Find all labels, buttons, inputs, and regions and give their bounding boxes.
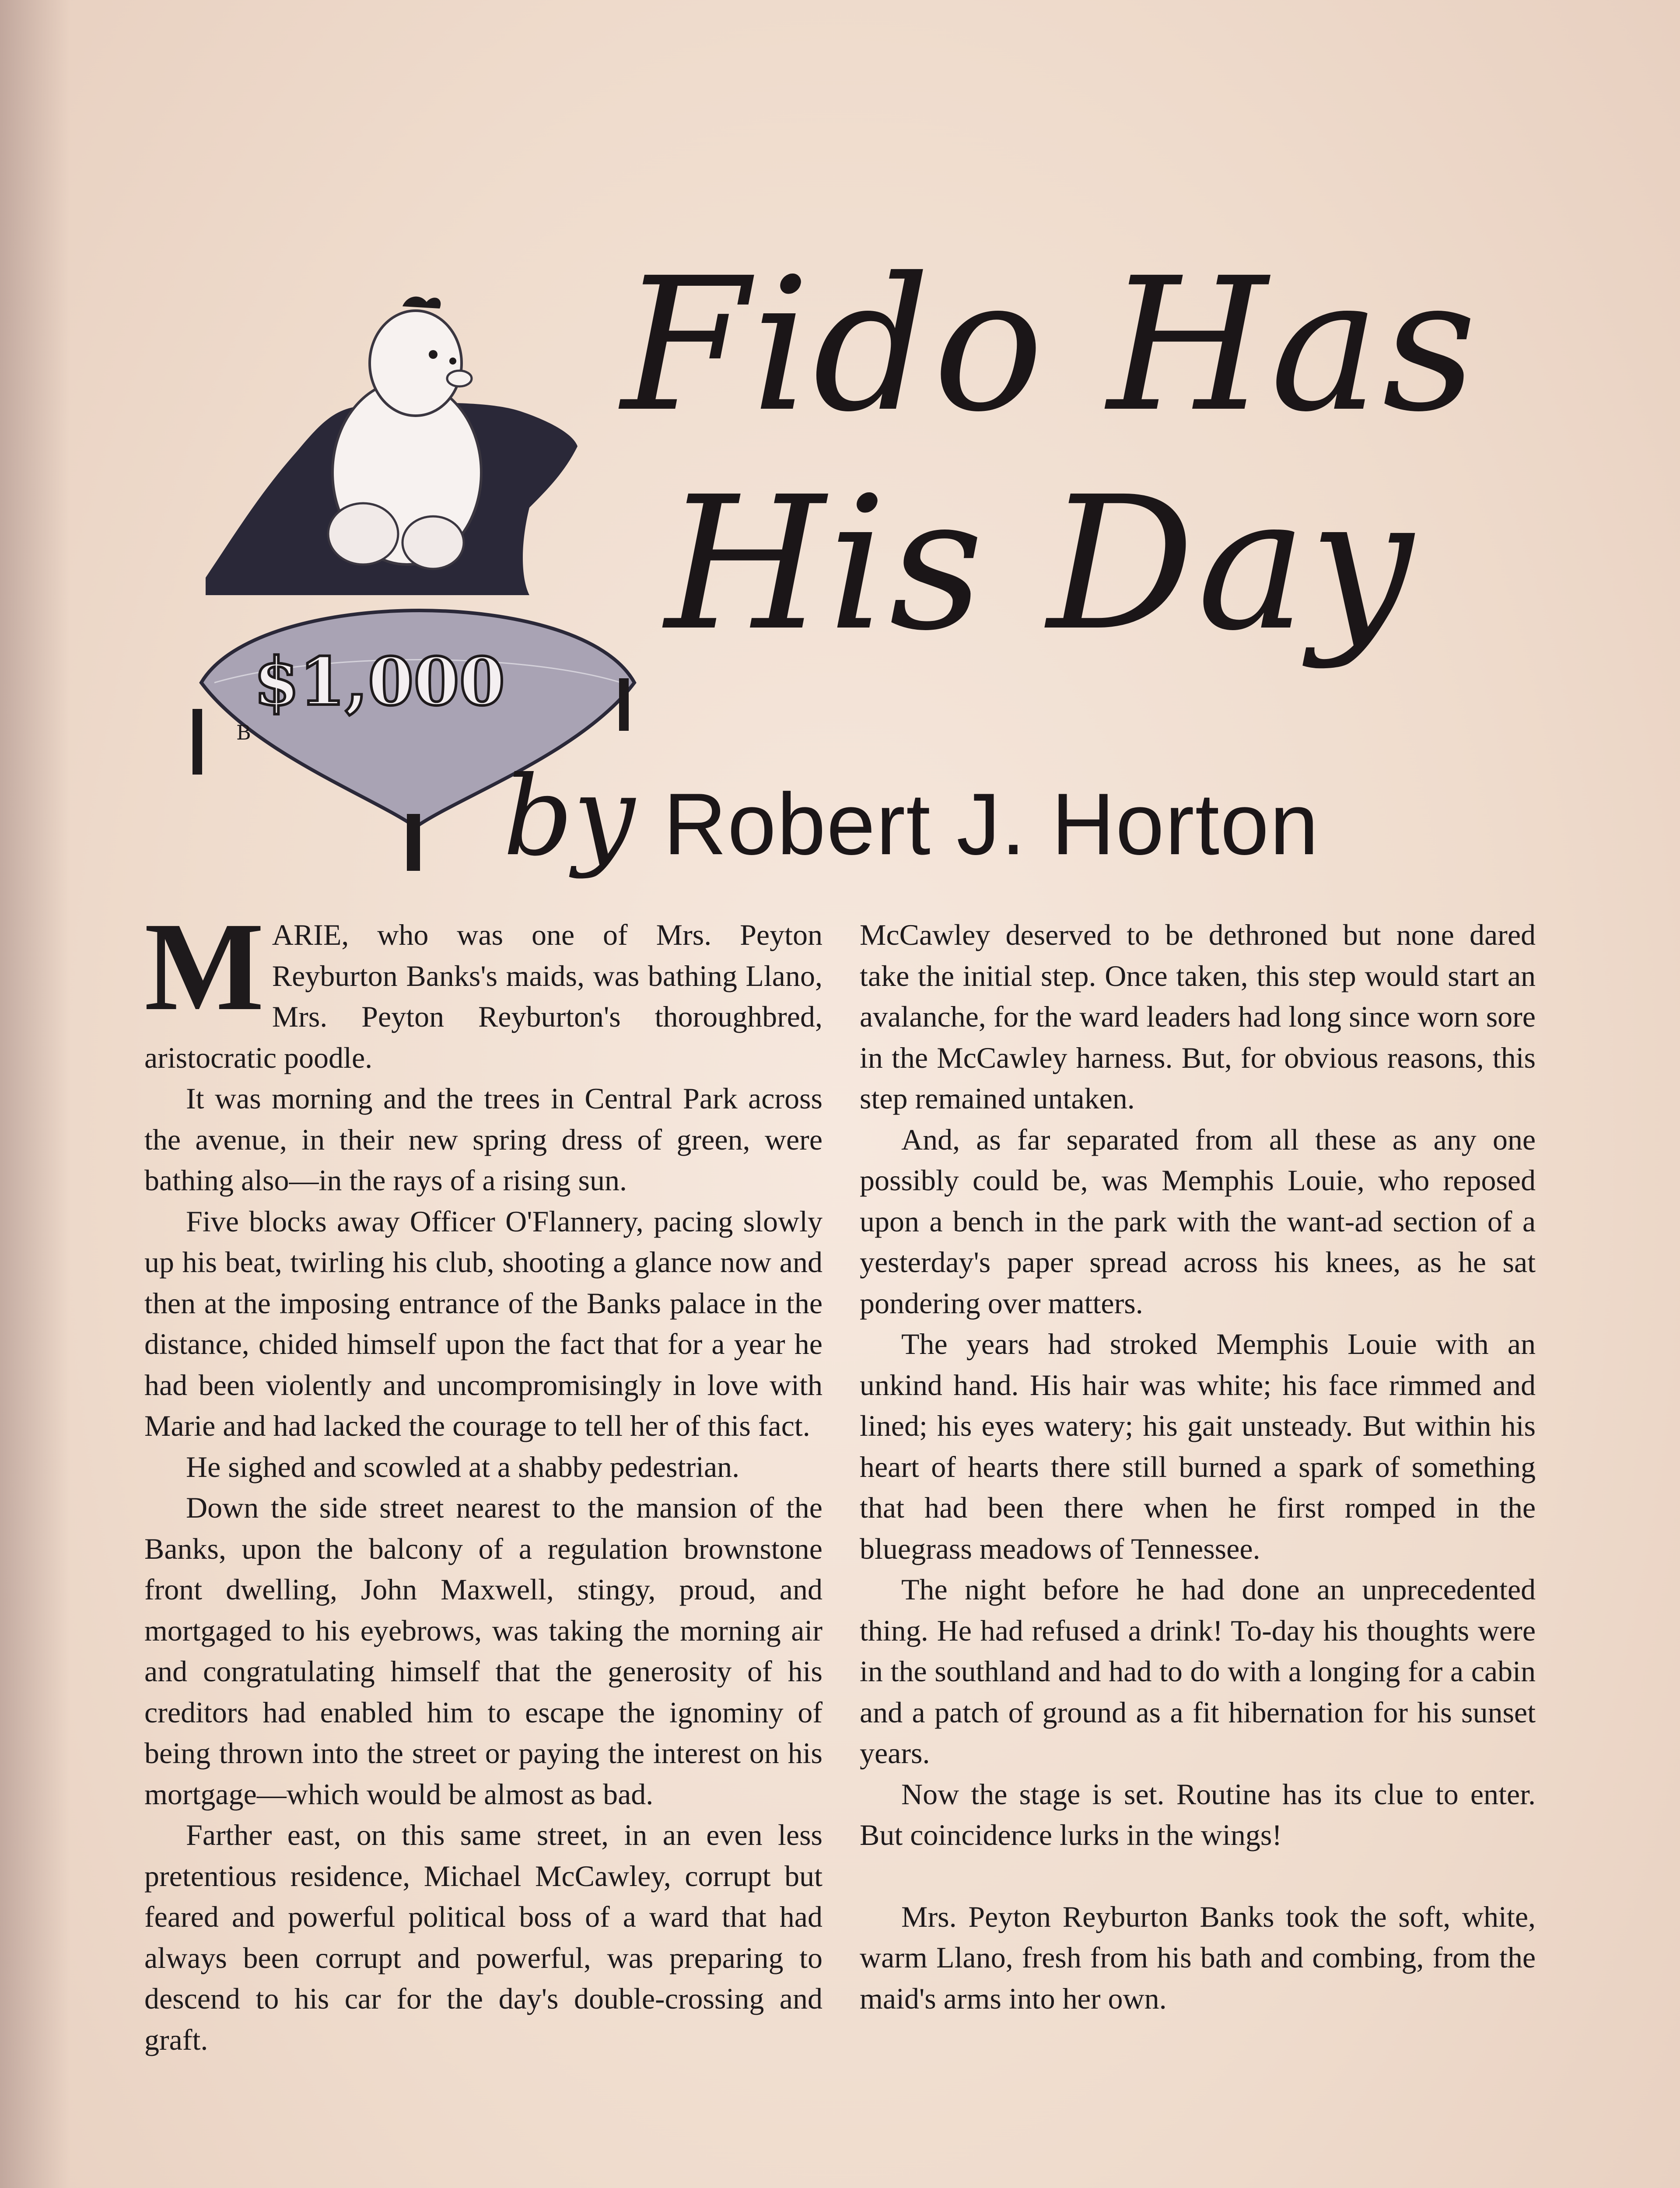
title-line-1: Fido Has — [621, 238, 1480, 452]
paragraph: Farther east, on this same street, in an even less pretentious residence, Michael McCawley, corrupt but feared and powerful political boss of a ward that had always been corrupt and powerful, was preparing to descend to his car for the day's double-crossing and graft. — [144, 1818, 822, 2056]
drop-cap: M — [144, 896, 264, 1037]
paragraph-text: ARIE, who was one of Mrs. Peyton Reyburton Banks's maids, was bathing Llano, Mrs. Peyton Reyburton's thoroughbred, aristocratic poodle. — [144, 918, 822, 1074]
byline-by: by — [503, 753, 635, 880]
paragraph — [144, 896, 822, 1078]
article-column-right — [860, 915, 1536, 2019]
paragraph: It was morning and the trees in Central Park across the avenue, in their new spring dress of green, were bathing also—in the rays of a rising sun. — [144, 1082, 822, 1197]
byline — [503, 753, 1378, 884]
story-title — [604, 228, 1540, 753]
paragraph: Five blocks away Officer O'Flannery, pacing slowly up his beat, twirling his club, shooting a glance now and then at the imposing entrance of the Banks palace in the distance, chided himself upon the fact that for a year he had been violently and uncompromisingly in love with Marie and had lacked the courage to tell her of this fact. — [144, 1204, 822, 1442]
author-name: Robert J. Horton — [663, 775, 1320, 873]
article-column-left — [144, 896, 822, 2060]
paragraph: McCawley deserved to be dethroned but none dared take the initial step. Once taken, this step would start an avalanche, for the ward leaders had long since worn sore in the McCawley harness. But, for obvious reasons, this step remained untaken. — [860, 918, 1536, 1115]
paragraph: Now the stage is set. Routine has its clue to enter. But coincidence lurks in the wings! — [860, 1777, 1536, 1851]
title-line-2: His Day — [665, 457, 1416, 671]
paragraph: He sighed and scowled at a shabby pedestrian. — [186, 1450, 740, 1483]
artist-monogram: B — [236, 721, 251, 744]
cushion-price-text: $1,000 — [254, 643, 505, 720]
paragraph: The years had stroked Memphis Louie with an unkind hand. His hair was white; his face rimmed and lined; his eyes watery; his gait unsteady. But within his heart of hearts there still burned a spark of something that had been there when he first romped in the bluegrass meadows of Tennessee. — [860, 1327, 1536, 1565]
paragraph: Down the side street nearest to the mansion of the Banks, upon the balcony of a regulation brownstone front dwelling, John Maxwell, stingy, proud, and mortgaged to his eyebrows, was taking the morning air and congratulating himself that the generosity of his creditors had enabled him to escape the ignominy of being thrown into the street or paying the interest on his mortgage—which would be almost as bad. — [144, 1491, 822, 1811]
paragraph: Mrs. Peyton Reyburton Banks took the soft, white, warm Llano, fresh from his bath and combing, from the maid's arms into her own. — [860, 1900, 1536, 2015]
page-shadow — [0, 0, 70, 2188]
paragraph: And, as far separated from all these as any one possibly could be, was Memphis Louie, who reposed upon a bench in the park with the want-ad section of a yesterday's paper spread across his knees, as he sat pondering over matters. — [860, 1122, 1536, 1320]
paragraph: The night before he had done an unprecedented thing. He had refused a drink! To-day his thoughts were in the southland and had to do with a longing for a cabin and a patch of ground as a fit hibernation for his sunset years. — [860, 1573, 1536, 1770]
